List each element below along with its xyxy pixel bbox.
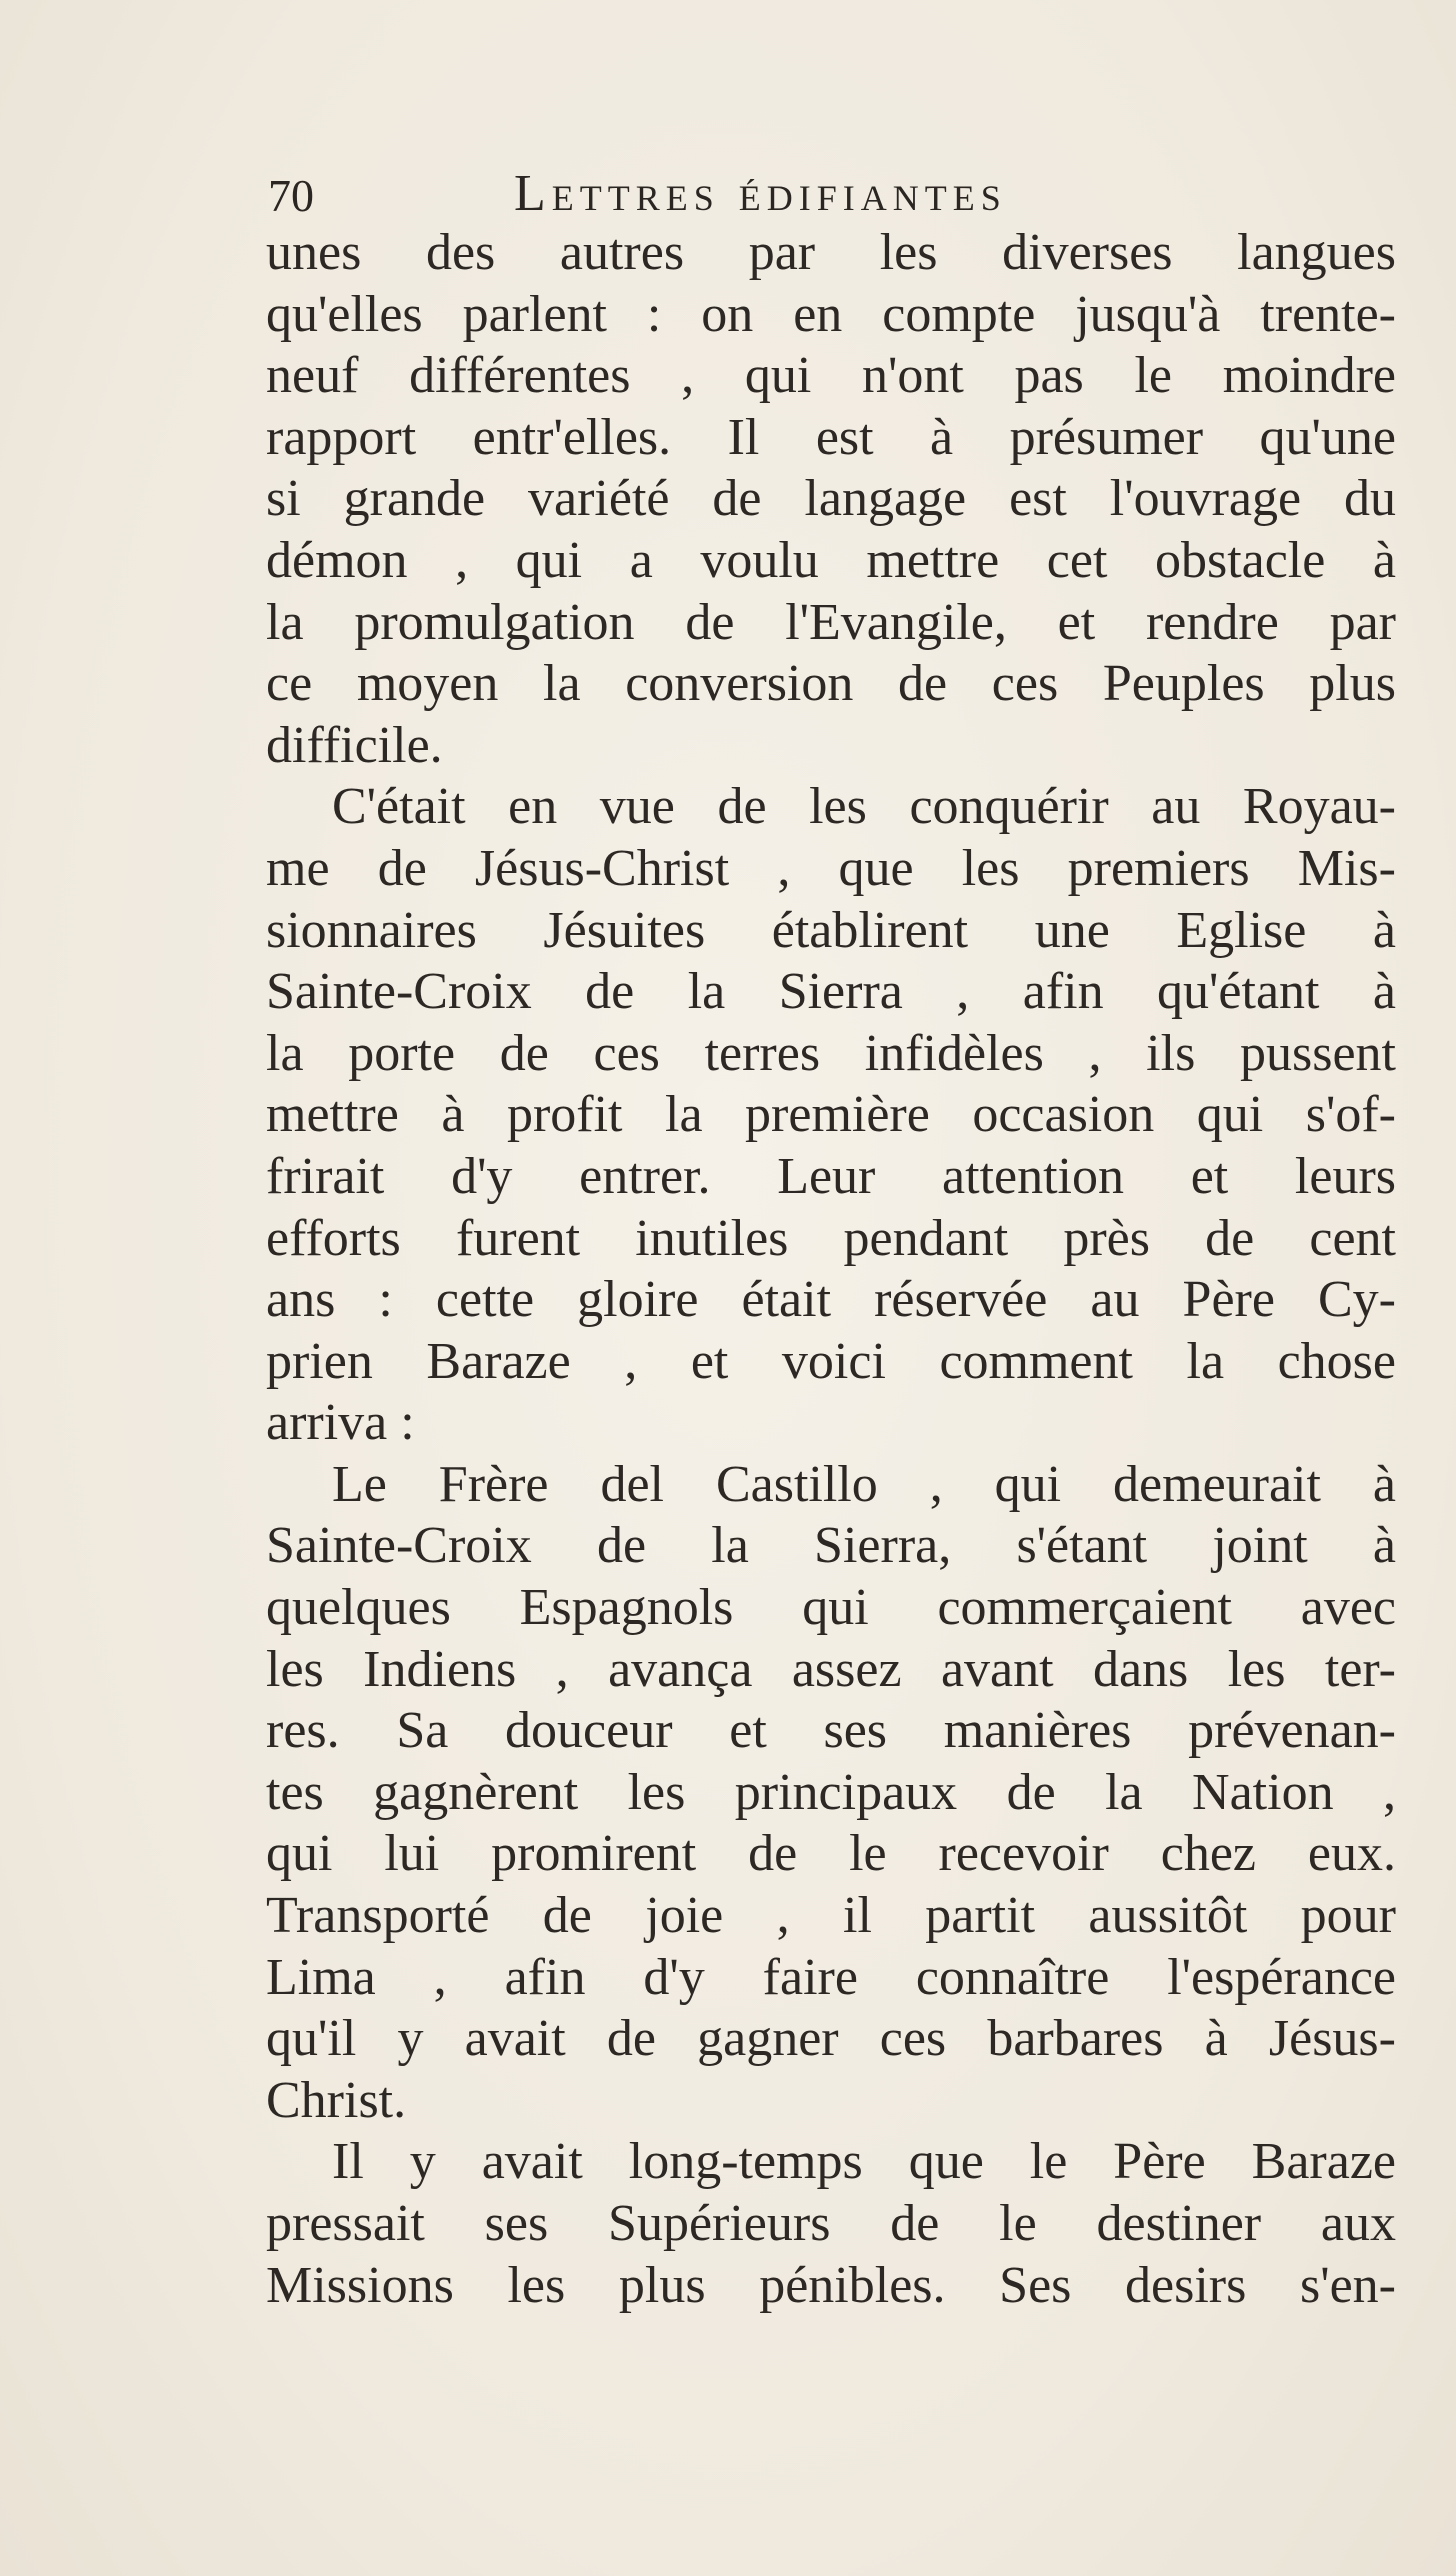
running-head [268,160,1398,230]
text-line: Christ. [266,2071,407,2129]
text-line: Le Frère del Castillo , qui demeurait à [332,1455,1396,1513]
text-line: Transporté de joie , il partit aussitôt pour [266,1887,1396,1945]
text-line: ce moyen la conversion de ces Peuples plus [266,655,1396,713]
text-line: Lima , afin d'y faire connaître l'espérance [266,1948,1396,2006]
text-line: rapport entr'elles. Il est à présumer qu'une [266,408,1396,466]
text-line: me de Jésus-Christ , que les premiers Mis- [266,839,1396,897]
text-line: neuf différentes , qui n'ont pas le moindre [266,347,1396,405]
text-line: frirait d'y entrer. Leur attention et leurs [266,1147,1396,1205]
text-line: prien Baraze , et voici comment la chose [266,1332,1396,1390]
text-line: arriva : [266,1394,415,1452]
text-line: tes gagnèrent les principaux de la Nation , [266,1763,1396,1821]
text-line: unes des autres par les diverses langues [266,224,1396,281]
running-title: Lettres édifiantes [514,165,1007,222]
text-line: les Indiens , avança assez avant dans les ter- [266,1640,1396,1698]
text-line: la promulgation de l'Evangile, et rendre par [266,593,1396,651]
text-line: difficile. [266,716,443,774]
text-line: efforts furent inutiles pendant près de cent [266,1209,1396,1267]
text-line: quelques Espagnols qui commerçaient avec [266,1579,1396,1637]
text-line: la porte de ces terres infidèles , ils pussent [266,1024,1396,1082]
text-line: qui lui promirent de le recevoir chez eux. [266,1825,1396,1883]
body-text [266,222,1396,2316]
page-number: 70 [268,170,314,221]
text-line: Il y avait long-temps que le Père Baraze [332,2133,1396,2191]
text-line: ans : cette gloire était réservée au Père Cy- [266,1271,1396,1329]
text-line: C'était en vue de les conquérir au Royau- [332,778,1396,836]
text-line: res. Sa douceur et ses manières prévenan- [266,1702,1396,1760]
text-line: si grande variété de langage est l'ouvrage du [266,470,1396,528]
text-line: démon , qui a voulu mettre cet obstacle à [266,531,1396,589]
text-line: pressait ses Supérieurs de le destiner aux [266,2195,1396,2252]
text-line: mettre à profit la première occasion qui s'of- [266,1086,1396,1144]
text-line: Missions les plus pénibles. Ses desirs s'en- [266,2256,1396,2314]
text-line: qu'il y avait de gagner ces barbares à Jésus- [266,2010,1396,2068]
text-line: Sainte-Croix de la Sierra , afin qu'étant à [266,963,1396,1021]
text-line: qu'elles parlent : on en compte jusqu'à trente- [266,285,1396,343]
text-line: Sainte-Croix de la Sierra, s'étant joint à [266,1517,1396,1575]
text-line: sionnaires Jésuites établirent une Eglise à [266,901,1396,959]
